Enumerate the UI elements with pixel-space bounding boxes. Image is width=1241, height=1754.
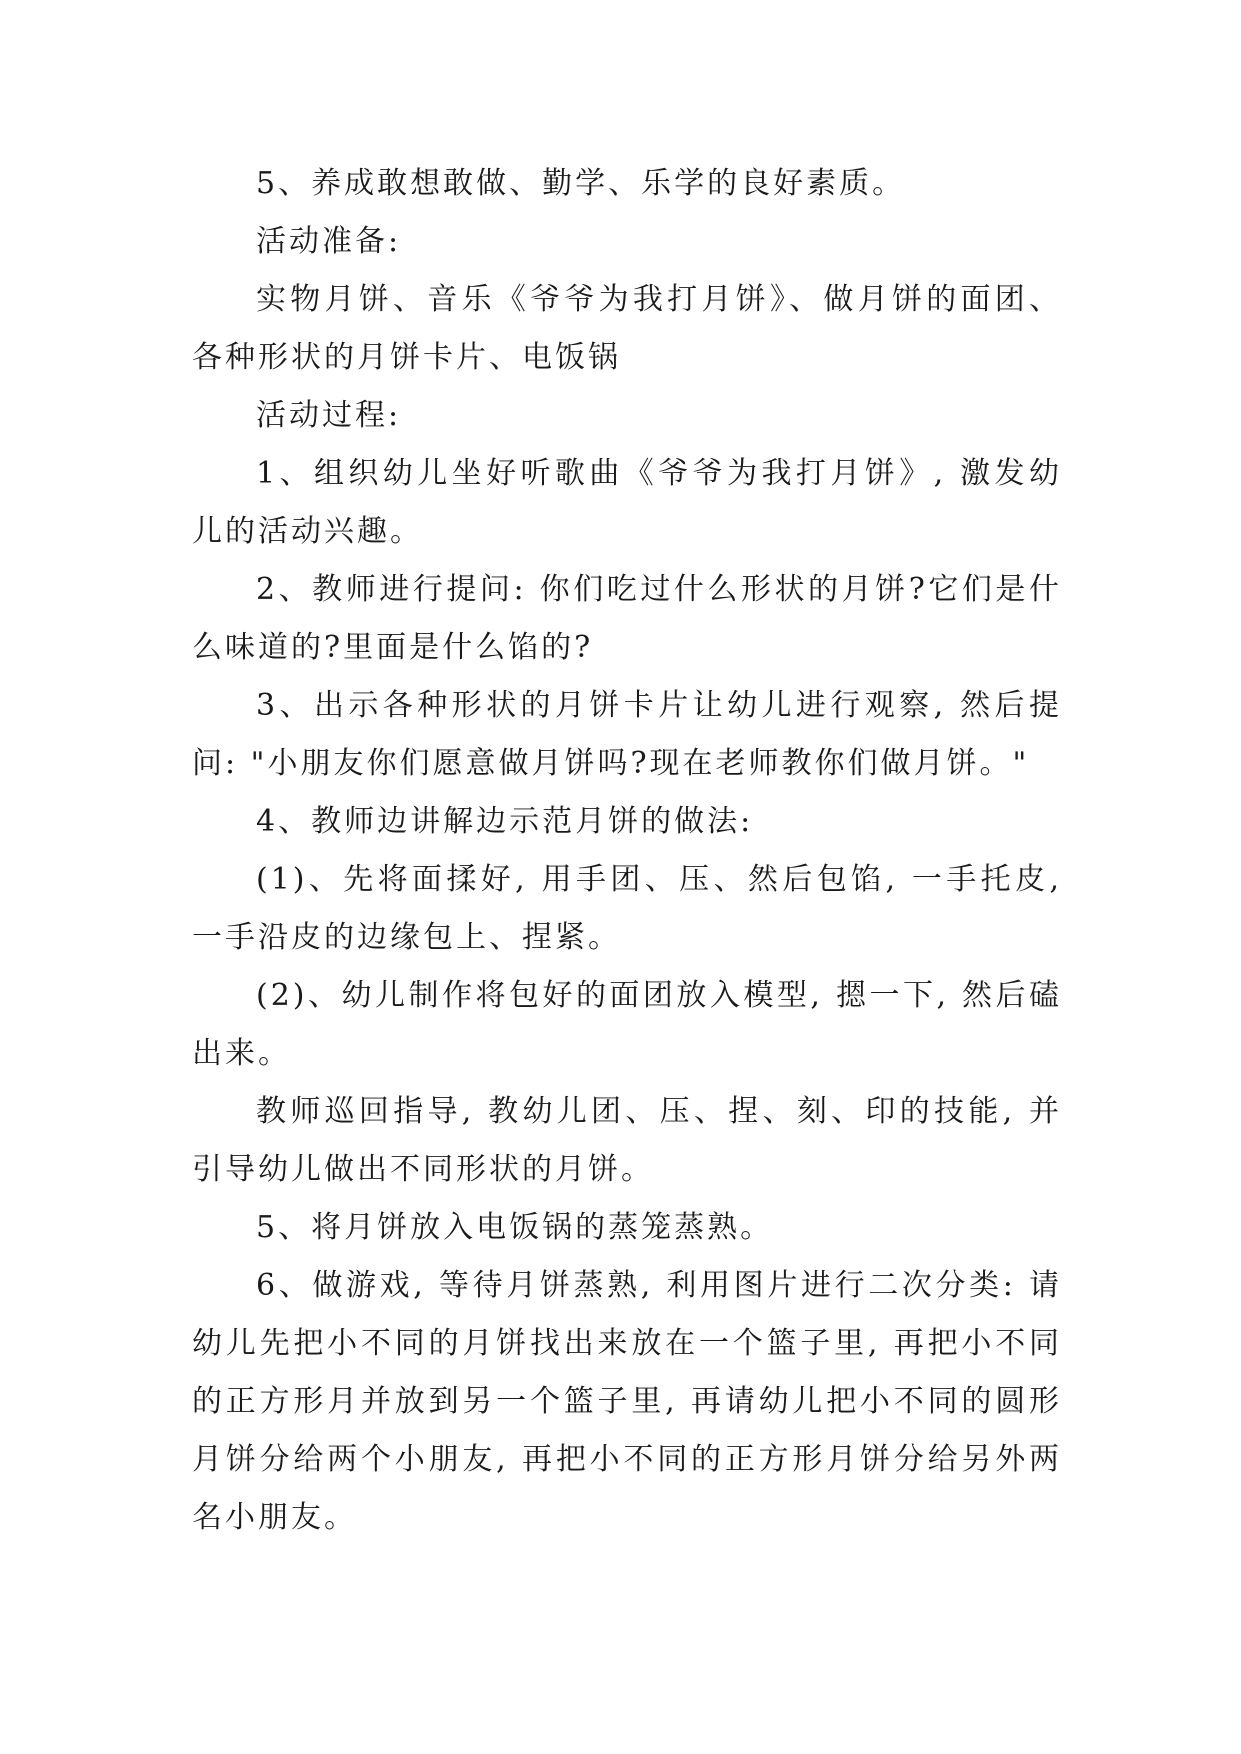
paragraph-step-3: 3、出示各种形状的月饼卡片让幼儿进行观察, 然后提问: "小朋友你们愿意做月饼吗?现在老师教你们做月饼。"	[192, 688, 1062, 781]
paragraph-substep-2: (2)、幼儿制作将包好的面团放入模型, 摁一下, 然后磕出来。	[192, 978, 1062, 1071]
paragraph-materials: 实物月饼、音乐《爷爷为我打月饼》、做月饼的面团、各种形状的月饼卡片、电饭锅	[192, 282, 1062, 375]
paragraph-step-5: 5、将月饼放入电饭锅的蒸笼蒸熟。	[256, 1210, 774, 1245]
paragraph-step-2: 2、教师进行提问: 你们吃过什么形状的月饼?它们是什么味道的?里面是什么馅的?	[192, 572, 1062, 665]
heading-activity-process: 活动过程:	[256, 398, 402, 433]
paragraph-goal-5: 5、养成敢想敢做、勤学、乐学的良好素质。	[256, 166, 906, 201]
paragraph-step-6: 6、做游戏, 等待月饼蒸熟, 利用图片进行二次分类: 请幼儿先把小不同的月饼找出来放在一个篮子里, 再把小不同的正方形月并放到另一个篮子里, 再请幼儿把小不同的圆形月饼分给两个小朋友, 再把小不同的正方形月饼分给另外两名小朋友。	[192, 1268, 1062, 1535]
document-body	[192, 155, 1062, 1547]
paragraph-teacher-guidance: 教师巡回指导, 教幼儿团、压、捏、刻、印的技能, 并引导幼儿做出不同形状的月饼。	[192, 1094, 1062, 1187]
heading-activity-preparation: 活动准备:	[256, 224, 402, 259]
paragraph-substep-1: (1)、先将面揉好, 用手团、压、然后包馅, 一手托皮, 一手沿皮的边缘包上、捏紧。	[192, 862, 1062, 955]
paragraph-step-1: 1、组织幼儿坐好听歌曲《爷爷为我打月饼》, 激发幼儿的活动兴趣。	[192, 456, 1062, 549]
paragraph-step-4: 4、教师边讲解边示范月饼的做法:	[256, 804, 754, 839]
